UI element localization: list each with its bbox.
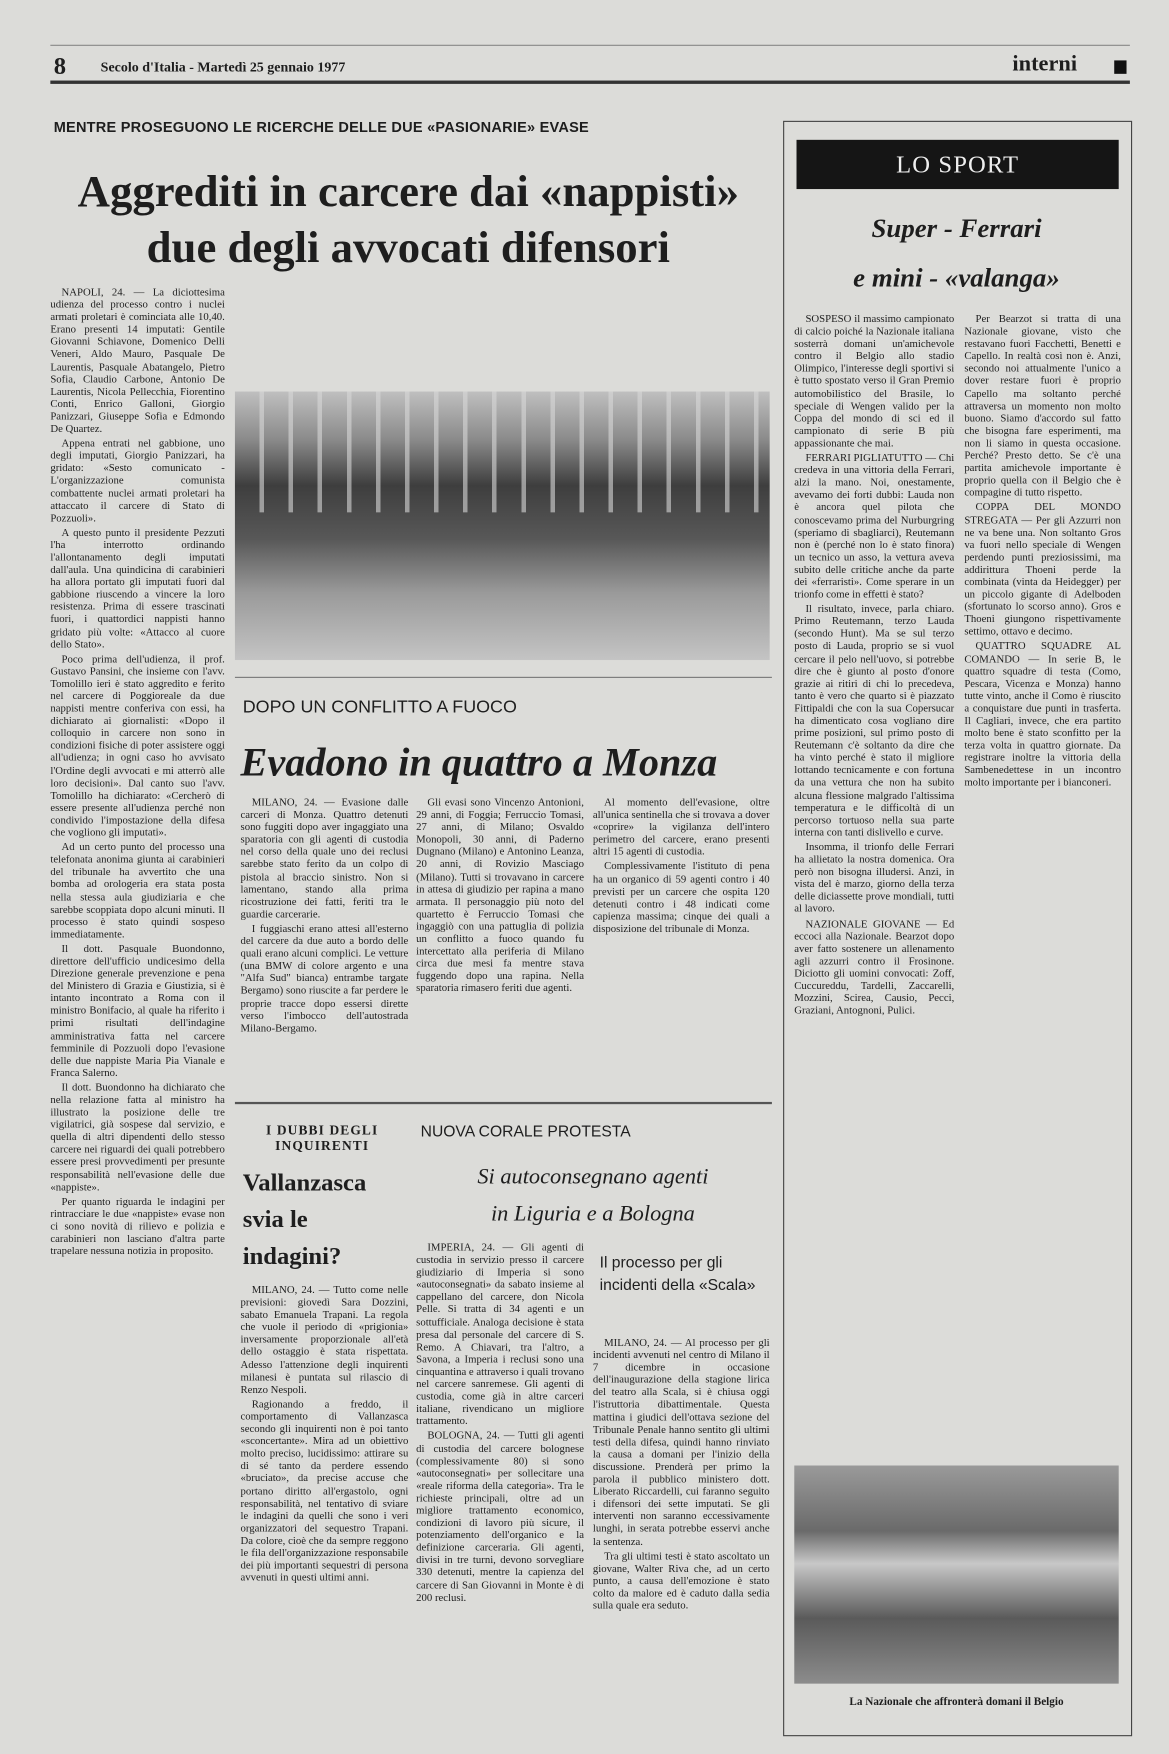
monza-kicker: DOPO UN CONFLITTO A FUOCO bbox=[242, 698, 517, 718]
section-square-icon bbox=[1114, 60, 1126, 73]
monza-body-col-3 bbox=[593, 797, 770, 1083]
paragraph: Tra gli ultimi testi è stato ascoltato un giovane, Walter Riva che, ad un certo punto, a causa dell'emozione è stato colto da malore ed è caduto dalla sedia sulla quale era seduto. bbox=[592, 1550, 770, 1613]
monza-body-col-1 bbox=[241, 797, 409, 1083]
divider bbox=[235, 677, 772, 678]
paragraph: Ad un certo punto del processo una telefonata anonima giunta ai carabinieri del tribunale ha avvertito che una bomba ad orologeria era stata posta nella stessa aula giudiziaria e che sarebbe scoppiata dopo alcuni minuti. Il processo è stato quindi sospeso immediatamente. bbox=[50, 841, 225, 941]
paragraph: Per quanto riguarda le indagini per rintracciare le due «nappiste» evase non ci sono novità di rilievo e polizia e carabinieri non lasciano d'altra parte trapelare nessuna notizia in proposito. bbox=[50, 1195, 225, 1258]
scala-headline: Il processo per gli incidenti della «Scala» bbox=[599, 1252, 756, 1294]
main-story-body bbox=[50, 286, 225, 1731]
paragraph: Ragionando a freddo, il comportamento di Vallanzasca secondo gli inquirenti non è poi tanto «sconcertante». Mira ad un obiettivo molto preciso, lucidissimo: attirare su di sé tanto da perdere essendo «bruciato», da precise accuse che portano diritto all'ergastolo, ogni responsabilità, nel tentativo di sviare le indagini da quelli che sono i veri organizzatori del sequestro Trapani. Da colore, cioè che da sempre reggono le fila dell'organizzazione responsabile dei più importanti sequestri di persona avvenuti in questi ultimi anni. bbox=[240, 1398, 409, 1585]
agenti-headline-line-1: Si autoconsegnano agenti bbox=[477, 1164, 709, 1190]
paragraph: FERRARI PIGLIATUTTO — Chi credeva in una vittoria della Ferrari, alzi la mano. Noi, onestamente, avevamo dei forti dubbi: Lauda non è ancora quel pilota che conoscevamo prima del Nurburgring (speriamo di sbagliarci), Reutemann non è (perché non lo è stato finora) un tecnico un asso, la vettura aveva subito delle critiche anche da parte dei «ferraristi». Come sperare in un trionfo come in effetti è stato? bbox=[794, 451, 955, 601]
agenti-body bbox=[416, 1242, 584, 1732]
sport-headline-line-1: Super - Ferrari bbox=[871, 214, 1042, 244]
agenti-headline bbox=[425, 1159, 761, 1233]
paragraph: Il risultato, invece, parla chiaro. Primo Reutemann, terzo Lauda (secondo Hunt). Ma se sul terzo posto di Lauda, proprio se si vuol cercare il pelo nell'uovo, si potrebbe dire che è giunto al posto d'onore grazie ai ritiri di chi lo precedeva, tanto è vero che quarto si è piazzato Fittipaldi che con la sua Copersucar ha dimenticato cosa vogliano dire prime posizioni, sul primo posto di Reutemann c'è soltanto da dire che ha vinto perché è stato il migliore lottando tecnicamente e con fortuna da una vettura che non ha subito alcuna flessione malgrado l'altissima temperatura e le difficoltà di un percorso tortuoso nella sua parte interna con tanti dislivello e curve. bbox=[794, 603, 955, 839]
courtroom-photo bbox=[235, 392, 770, 660]
paragraph: Poco prima dell'udienza, il prof. Gustavo Pansini, che insieme con l'avv. Tomolillo ieri è stato aggredito e ferito nel carcere di Poggioreale da due nappisti mentre conferiva con essi, ha dichiarato ai giornalisti: «Dopo il colloquio in carcere non sono in condizioni fisiche di poter assistere oggi all'udienza; in ogni caso ho avvisato l'Ordine degli avvocati e mi atterrò alle loro decisioni». Dal canto suo l'avv. Tomolillo ha dichiarato: «Cercherò di essere presente all'udienza perché non condivido l'impostazione della difesa che vogliono gli imputati». bbox=[50, 653, 225, 840]
paragraph: NAPOLI, 24. — La diciottesima udienza del processo contro i nuclei armati proletari è cominciata alle 10,40. Erano presenti 14 imputati: Gentile Giovanni Schiavone, Domenico Delli Veneri, Aldo Mauro, Pasquale De Laurentis, Pasquale Abatangelo, Pietro Sofia, Claudio Carbone, Antonio De Laurentis, Nicola Pellecchia, Fiorentino Conti, Enrico Galloni, Giorgio Panizzari, Giuseppe Sofia e Edmondo De Quartez. bbox=[50, 286, 225, 436]
paragraph: Complessivamente l'istituto di pena ha un organico di 59 agenti contro i 40 previsti per un carcere che ospita 120 detenuti contro i 48 indicati come capienza massima; cinque dei quali a disposizione del tribunale di Monza. bbox=[592, 860, 770, 936]
section-label: interni bbox=[1012, 51, 1078, 77]
paragraph: BOLOGNA, 24. — Tutti gli agenti di custodia del carcere bolognese (complessivamente 80) si sono «autoconsegnati» per sollecitare una «reale riforma della categoria». Tra le richieste principali, oltre ad un migliore trattamento economico, condizioni di lavoro più sicure, il potenziamento dell'organico e la definizione carceraria. Gli agenti, divisi in tre turni, devono sorvegliare 330 detenuti, mentre la capienza del carcere di San Giovanni in Monte è di 200 reclusi. bbox=[416, 1430, 584, 1604]
sport-headline bbox=[789, 205, 1125, 303]
main-kicker: MENTRE PROSEGUONO LE RICERCHE DELLE DUE «PASIONARIE» EVASE bbox=[53, 118, 589, 136]
top-thin-rule bbox=[50, 45, 1130, 46]
vallanzasca-body bbox=[241, 1284, 409, 1731]
monza-headline: Evadono in quattro a Monza bbox=[240, 739, 718, 785]
paragraph: Insomma, il trionfo delle Ferrari ha allietato la nostra domenica. Ora però non bisogna illudersi. Anzi, in vista del è marzo, giorno della terza delle diciassette prove mondiali, tutti al lavoro. bbox=[794, 841, 955, 916]
sport-headline-line-2: e mini - «valanga» bbox=[853, 264, 1060, 294]
vallanzasca-headline: Vallanzasca svia le indagini? bbox=[242, 1167, 367, 1270]
paragraph: IMPERIA, 24. — Gli agenti di custodia in servizio presso il carcere giudiziario di Imperia si sono «autoconsegnati» da sabato insieme al cappellano del carcere, don Nicola Pelle. Si tratta di 34 agenti e un sottufficiale. Analoga decisione è stata presa dal personale del carcere di S. Remo. A Chiavari, tra l'altro, a Savona, a Imperia i reclusi sono una cinquantina e attraverso i quali trovano nel carcere sanremese. Gli agenti di custodia, come già in altre carceri italiane, rivendicano un migliore trattamento. bbox=[416, 1241, 584, 1428]
team-photo bbox=[794, 1465, 1118, 1683]
team-photo-caption: La Nazionale che affronterà domani il Belgio bbox=[849, 1695, 1064, 1709]
paragraph: Al momento dell'evasione, oltre all'unica sentinella che si trovava a dover «coprire» la vigilanza dell'intero perimetro del carcere, erano presenti altri 15 agenti di custodia. bbox=[592, 796, 770, 859]
paragraph: COPPA DEL MONDO STREGATA — Per gli Azzurri non ne va bene una. Non soltanto Gros va fuori nello speciale di Wengen perdendo punti preziosissimi, ma addirittura Thoeni perde la combinata (vinta da Heidegger) per un piccolo gigante di Adelboden (sfortunato lo scorso anno). Gros e Thoeni giungono rispettivamente settimo, ottavo e decimo. bbox=[964, 501, 1121, 639]
header-rule bbox=[50, 81, 1130, 84]
cage-bars bbox=[235, 392, 770, 513]
vallanzasca-kicker: I DUBBI DEGLI INQUIRENTI bbox=[266, 1122, 379, 1154]
paragraph: MILANO, 24. — Tutto come nelle previsioni: giovedì Sara Dozzini, sabato Emanuela Trapani. La regola che vuole il periodo di «prigionia» inversamente proporzionale all'età dello ostaggio è stata rispettata. Adesso l'attenzione degli inquirenti milanesi è puntata sul rilascio di Renzo Nespoli. bbox=[240, 1284, 409, 1396]
paragraph: NAZIONALE GIOVANE — Ed eccoci alla Nazionale. Bearzot dopo aver fatto sostenere un allenamento agli azzurri contro il Frosinone. Diciotto gli uomini convocati: Zoff, Cuccureddu, Tardelli, Zaccarelli, Mozzini, Scirea, Causio, Pecci, Graziani, Antognoni, Pulici. bbox=[794, 917, 955, 1018]
agenti-headline-line-2: in Liguria e a Bologna bbox=[490, 1201, 695, 1227]
masthead-title: Secolo d'Italia - Martedì 25 gennaio 1977 bbox=[100, 59, 346, 75]
paragraph: MILANO, 24. — Al processo per gli incidenti avvenuti nel centro di Milano il 7 dicembre in occasione dell'inaugurazione della stagione lirica del teatro alla Scala, si è chiusa oggi l'istruttoria dibattimentale. Questa mattina i giudici dell'ottava sezione del Tribunale Penale hanno sentito gli ultimi testi della difesa, quindi hanno rinviato la causa a domani per l'inizio della discussione. Prenderà per primo la parola il pubblico ministero dott. Liberato Riccardelli, cui faranno seguito i difensori dei sette imputati. Se gli interventi non saranno eccessivamente lunghi, in serata potrebbe esservi anche la sentenza. bbox=[592, 1336, 770, 1548]
agenti-kicker: NUOVA CORALE PROTESTA bbox=[420, 1122, 631, 1140]
scala-body bbox=[593, 1337, 770, 1732]
main-headline bbox=[34, 163, 784, 275]
paragraph: Appena entrati nel gabbione, uno degli imputati, Giorgio Panizzari, ha gridato: «Sesto comunicato - L'organizzazione comunista combattente nuclei armati proletari ha attaccato il carcere di Stato di Pozzuoli». bbox=[50, 437, 225, 525]
main-headline-line-2: due degli avvocati difensori bbox=[146, 221, 670, 272]
paragraph: Per Bearzot si tratta di una Nazionale giovane, visto che restavano fuori Facchetti, Benetti e Capello. In realtà così non è. Anzi, secondo noi attualmente l'unico a dover restare fuori è proprio Capello ma soltanto perché attraversa un momento non molto buono. Siamo d'accordo sul fatto che bisogna fare esperimenti, ma non li siamo in questa occasione. Perché? Presto detto. Se c'è una partita amichevole importante è proprio quella con il Belgio che è compagine di tutto rispetto. bbox=[964, 313, 1121, 500]
sport-body-col-2 bbox=[964, 313, 1121, 1448]
page-number: 8 bbox=[53, 51, 67, 80]
paragraph: Gli evasi sono Vincenzo Antonioni, 29 anni, di Foggia; Ferruccio Tomasi, 27 anni, di Milano; Osvaldo Monopoli, 30 anni, di Paderno Dugnano (Milano) e Antonino Leanza, 20 anni, di Rovizio Masciago (Milano). Tutti si trovavano in carcere in attesa di giudizio per rapina a mano armata. Il personaggio più noto del quartetto è Ferruccio Tomasi che ingaggiò con una pattuglia di polizia un conflitto a fuoco quando fu intercettato alla periferia di Milano circa due mesi fa mentre stava fuggendo dopo una rapina. Nella sparatoria rimasero feriti due agenti. bbox=[416, 796, 584, 995]
paragraph: MILANO, 24. — Evasione dalle carceri di Monza. Quattro detenuti sono fuggiti dopo aver ingaggiato una sparatoria con gli agenti di custodia nel corso della quale uno dei reclusi sarebbe stato ferito da un colpo di pistola al braccio sinistro. Non si lamentano, stando alla prima ricostruzione dei fatti, feriti tra le guardie carcerarie. bbox=[240, 796, 409, 921]
paragraph: SOSPESO il massimo campionato di calcio poiché la Nazionale italiana sosterrà domani un'amichevole contro il Belgio allo stadio Olimpico, l'interesse degli sportivi si è tutto spostato verso il Gran Premio automobilistico del Brasile, lo speciale di Wengen valido per la Coppa del mondo di sci ed il campionato di serie B più appassionante che mai. bbox=[794, 313, 955, 450]
monza-body-col-2 bbox=[416, 797, 584, 1083]
paragraph: A questo punto il presidente Pezzuti l'ha interrotto ordinando l'allontanamento degli imputati dall'aula. Una quindicina di carabinieri ha allora portato gli imputati fuori dal gabbione riuscendo a vincere la loro resistenza. Prima di essere trascinati fuori, i quattordici nappisti hanno gridato più volte: «Attacco al cuore dello Stato». bbox=[50, 526, 225, 651]
divider bbox=[235, 1102, 772, 1104]
main-headline-line-1: Aggrediti in carcere dai «nappisti» bbox=[77, 165, 739, 216]
paragraph: Il dott. Buondonno ha dichiarato che nella relazione fatta al ministro ha illustrato la posizione delle tre vigilatrici, già sospese dal servizio, e quella di altri dipendenti dello stesso carcere nei riguardi dei quali potrebbero essere presi provvedimenti per presunte responsabilità nell'evasione delle due «nappiste». bbox=[50, 1081, 225, 1194]
sport-body-col-1 bbox=[794, 313, 954, 1448]
sport-banner: LO SPORT bbox=[797, 140, 1119, 189]
paragraph: Il dott. Pasquale Buondonno, direttore dell'ufficio undicesimo della Direzione generale prevenzione e pena del Ministero di Grazia e Giustizia, si è intanto incontrato a Roma con il ministro Bonifacio, al quale ha riferito i primi risultati dell'indagine amministrativa fatta nel carcere femminile di Pozzuoli dopo l'evasione delle due nappiste Maria Pia Vianale e Franca Salerno. bbox=[50, 942, 225, 1080]
paragraph: QUATTRO SQUADRE AL COMANDO — In serie B, le quattro squadre di testa (Como, Pescara, Vicenza e Monza) hanno tutte vinto, anche il Como è riuscito a conquistare due punti in trasferta. Il Cagliari, invece, che era partito molto bene è stato sconfitto per la terza volta in quattro giornate. Da registrare inoltre la vittoria della Sambenedettese in un incontro molto importante per i bianconeri. bbox=[964, 640, 1121, 790]
paragraph: I fuggiaschi erano attesi all'esterno del carcere da due auto a bordo delle quali erano alcuni complici. Le vetture (una BMW di colore argento e una "Alfa Sud" bianca) entrambe targate Bergamo) sono riuscite a far perdere le proprie tracce dopo essersi dirette verso l'imbocco dell'autostrada Milano-Bergamo. bbox=[240, 922, 409, 1035]
